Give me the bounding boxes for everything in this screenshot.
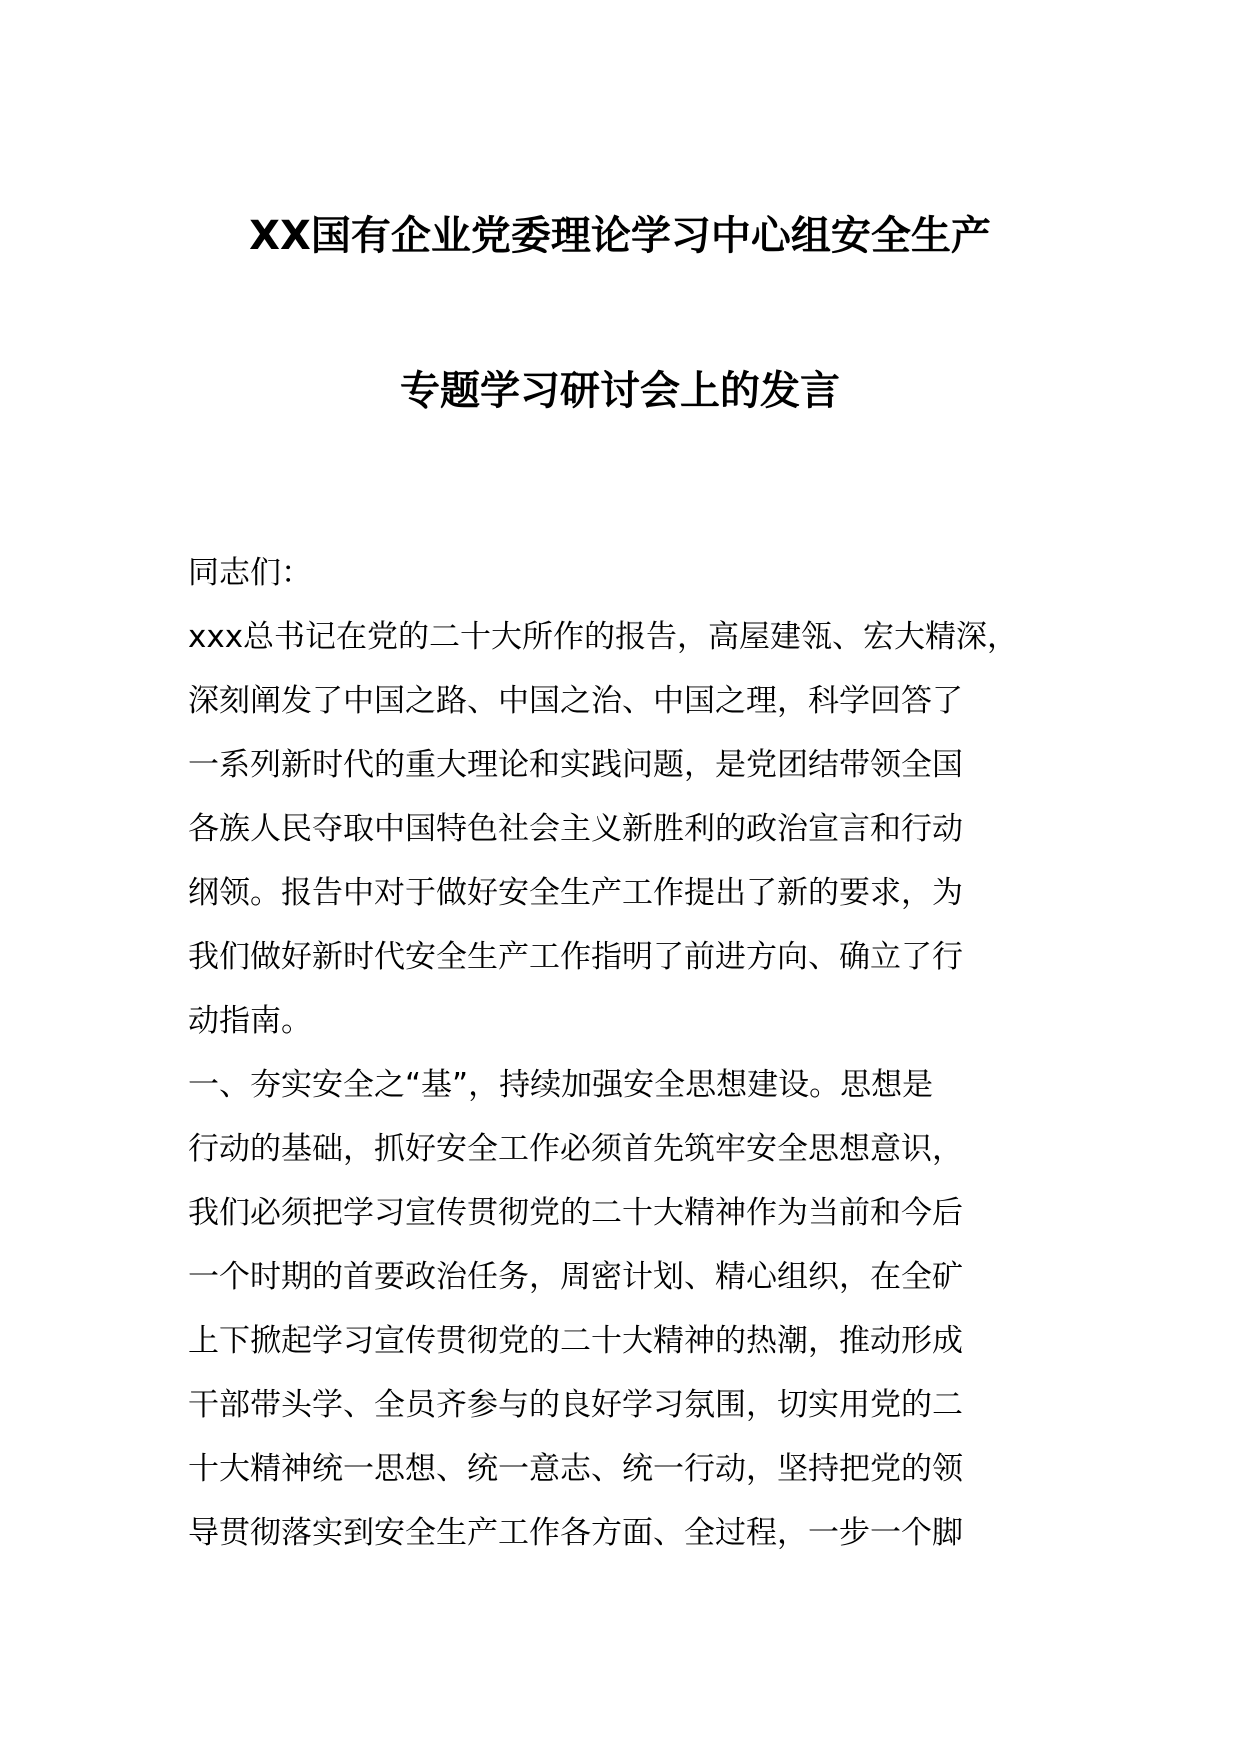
- body-line: 一系列新时代的重大理论和实践问题，是党团结带领全国: [188, 747, 963, 783]
- body-line: 导贯彻落实到安全生产工作各方面、全过程，一步一个脚: [188, 1515, 963, 1551]
- body-line: 一、夯实安全之“基”，持续加强安全思想建设。思想是: [188, 1067, 934, 1103]
- body-line: 一个时期的首要政治任务，周密计划、精心组织，在全矿: [188, 1259, 963, 1295]
- document-title-line-1: XX国有企业党委理论学习中心组安全生产: [249, 213, 991, 259]
- body-line: 我们做好新时代安全生产工作指明了前进方向、确立了行: [188, 939, 963, 975]
- body-line: 深刻阐发了中国之路、中国之治、中国之理，科学回答了: [188, 683, 963, 719]
- body-line: 行动的基础，抓好安全工作必须首先筑牢安全思想意识，: [188, 1131, 963, 1167]
- body-line: 我们必须把学习宣传贯彻党的二十大精神作为当前和今后: [188, 1195, 963, 1231]
- body-line: 动指南。: [188, 1003, 312, 1039]
- document-title-line-2: 专题学习研讨会上的发言: [400, 368, 840, 414]
- body-line: 纲领。报告中对于做好安全生产工作提出了新的要求，为: [188, 875, 963, 911]
- body-text: [188, 605, 1078, 1565]
- body-line: 干部带头学、全员齐参与的良好学习氛围，切实用党的二: [188, 1387, 963, 1423]
- body-line: xxx总书记在党的二十大所作的报告，高屋建瓴、宏大精深，: [188, 619, 1019, 655]
- body-line: 各族人民夺取中国特色社会主义新胜利的政治宣言和行动: [188, 811, 963, 847]
- body-line: 十大精神统一思想、统一意志、统一行动，坚持把党的领: [188, 1451, 963, 1487]
- body-line: 上下掀起学习宣传贯彻党的二十大精神的热潮，推动形成: [188, 1323, 963, 1359]
- greeting: 同志们：: [188, 555, 312, 591]
